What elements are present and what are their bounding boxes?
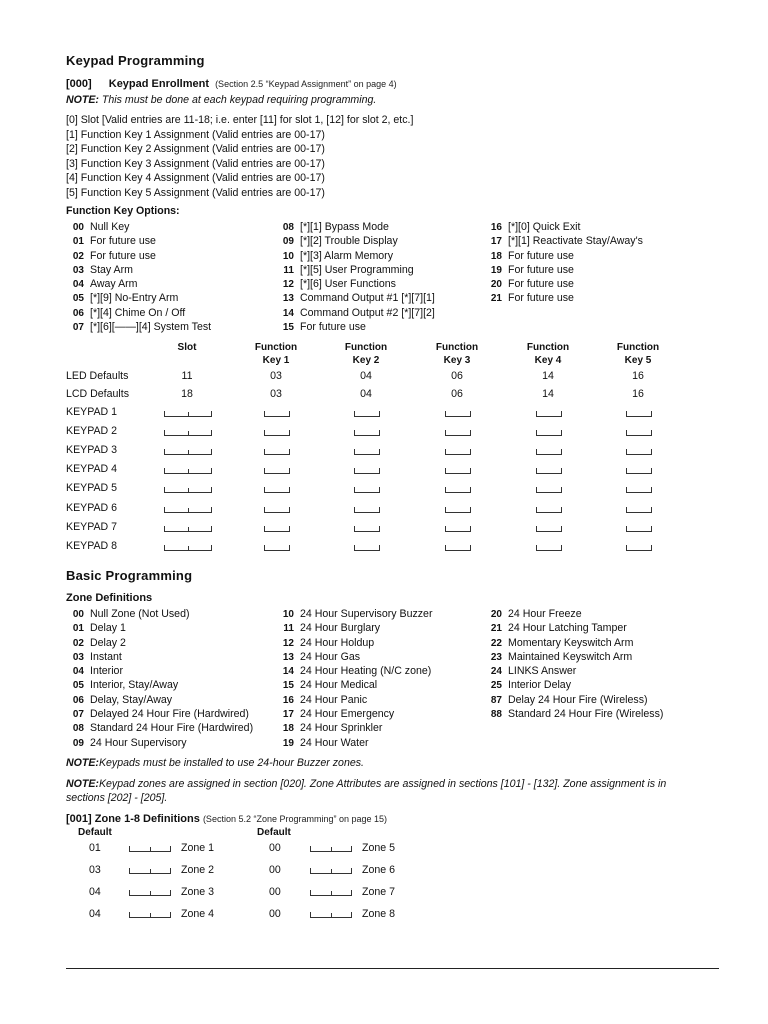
slot-entry-field[interactable] [164,468,212,474]
zone-type-label: 24 Hour Supervisory Buzzer [300,608,433,620]
function-key-3-entry-field[interactable] [445,507,471,513]
function-key-option-code: 06 [72,307,84,319]
zone-type [274,736,432,750]
function-key-option-code: 05 [72,293,84,305]
options-column-2 [274,220,435,334]
function-key-option-label: Null Key [90,221,130,233]
function-key-option-code: 09 [282,236,294,248]
zone-type-code: 19 [282,737,294,749]
slot-entry-field[interactable] [164,411,212,417]
function-key-1-entry-field[interactable] [264,468,290,474]
zone-type-code: 87 [490,694,502,706]
led-defaults-value: 14 [542,370,554,382]
function-key-4-entry-field[interactable] [536,430,562,436]
zone-entry-field[interactable] [129,912,171,918]
function-key-3-entry-field[interactable] [445,526,471,532]
zone-type-code: 03 [72,651,84,663]
function-key-option [482,263,643,277]
zone-type-code: 17 [282,709,294,721]
function-key-option-code: 15 [282,322,294,334]
function-key-option-label: For future use [508,249,574,262]
keypad-enrollment-heading [66,78,397,90]
function-key-option-label: For future use [90,249,156,262]
function-key-2-column-header: Function Key 2 [344,342,388,366]
function-key-5-entry-field[interactable] [626,449,652,455]
function-key-1-entry-field[interactable] [264,487,290,493]
function-key-option [64,320,211,334]
zone-type-code: 01 [72,623,84,635]
function-key-1-entry-field[interactable] [264,507,290,513]
function-key-option-code: 00 [72,222,84,233]
function-key-option [482,220,643,234]
function-key-1-column-header: Function Key 1 [254,342,298,366]
zone-type-label: 24 Hour Medical [300,679,378,692]
zone-type-code: 14 [282,666,294,678]
function-key-4-entry-field[interactable] [536,507,562,513]
zone-type-label: 24 Hour Holdup [300,636,375,649]
zone-type [64,636,253,650]
function-key-option [274,234,435,248]
zone-default-value: 00 [269,864,281,876]
zone-type [274,693,432,707]
function-key-option-label: Stay Arm [90,263,133,276]
zone-type-label: Delay 1 [90,622,126,635]
slot-column-header: Slot [177,342,197,353]
function-key-option-code: 16 [490,222,502,233]
function-key-option-label: [*][1] Bypass Mode [300,221,389,233]
zone-label: Zone 1 [181,842,214,854]
zone-type-label: 24 Hour Freeze [508,608,582,620]
section-code: [000] [66,78,92,90]
zone-type [274,664,432,678]
function-key-2-entry-field[interactable] [354,430,380,436]
function-key-option-label: [*][5] User Programming [300,263,414,276]
zone-default-value: 00 [269,908,281,920]
function-key-2-entry-field[interactable] [354,545,380,551]
zones-column-2 [274,607,432,750]
zone-type [64,621,253,635]
zone-type-code: 88 [490,709,502,721]
function-key-2-entry-field[interactable] [354,411,380,417]
zone-label: Zone 3 [181,886,214,898]
function-key-3-column-header: Function Key 3 [435,342,479,366]
function-key-3-entry-field[interactable] [445,468,471,474]
zone-type-code: 11 [283,623,294,635]
lcd-defaults-value: 14 [542,388,554,400]
zone-default-value: 00 [269,842,281,854]
zone-type-label: Standard 24 Hour Fire (Wireless) [508,708,664,721]
enrollment-line: [3] Function Key 3 Assignment (Valid entries are 00-17) [66,157,325,170]
function-key-1-entry-field[interactable] [264,449,290,455]
zone-type [274,678,432,692]
function-key-5-entry-field[interactable] [626,468,652,474]
default-label-left: Default [78,827,112,838]
keypad-row-label: KEYPAD 2 [66,425,118,438]
slot-entry-field[interactable] [164,487,212,493]
function-key-option-code: 17 [490,236,502,248]
keypad-row-label: KEYPAD 4 [66,463,118,476]
function-key-4-entry-field[interactable] [536,545,562,551]
zone-type-label: 24 Hour Supervisory [90,736,187,749]
function-key-options-heading: Function Key Options: [66,205,180,217]
function-key-option-code: 04 [72,279,84,291]
zone-type-code: 07 [72,709,84,721]
zone-type [64,607,253,621]
zone-type [274,621,432,635]
zone-type [274,650,432,664]
function-key-option-code: 03 [72,264,84,276]
function-key-option-code: 20 [490,279,502,291]
function-key-option-label: [*][6][——][4] System Test [90,321,212,334]
slot-entry-field[interactable] [164,430,212,436]
keypad-programming-heading: Keypad Programming [66,53,205,68]
function-key-option-label: [*][6] User Functions [300,278,396,291]
led-defaults-label: LED Defaults [66,370,129,382]
zone-type-label: 24 Hour Emergency [300,708,395,721]
function-key-option [482,277,643,291]
function-key-option-label: [*][0] Quick Exit [508,221,581,233]
function-key-option-label: [*][9] No-Entry Arm [90,292,179,305]
zone-type [64,664,253,678]
zone-type-label: Standard 24 Hour Fire (Hardwired) [90,722,254,735]
led-defaults-value: 11 [181,370,193,382]
zone-entry-field[interactable] [310,868,352,874]
function-key-1-entry-field[interactable] [264,411,290,417]
zone-type-label: Interior [90,665,123,678]
zone-label: Zone 8 [362,908,395,920]
zone-type [482,693,663,707]
function-key-option-code: 07 [72,322,84,334]
zone-type-code: 24 [490,666,502,678]
zone-type [274,607,432,621]
function-key-option [274,291,435,305]
function-key-option [274,277,435,291]
zones-column-3 [482,607,663,721]
zone-type-label: 24 Hour Burglary [300,622,381,635]
enrollment-lines [66,113,413,201]
zone-default-value: 04 [89,908,101,920]
zone-type [482,621,663,635]
function-key-option-code: 11 [283,264,294,276]
zone-type-code: 00 [72,609,84,620]
function-key-1-entry-field[interactable] [264,430,290,436]
led-defaults-value: 03 [270,370,282,382]
zone-type-code: 18 [282,723,294,735]
zone-type [482,707,663,721]
zone-type [64,678,253,692]
keypad-row-label: KEYPAD 8 [66,539,118,552]
function-key-option [482,291,643,305]
zone-type-code: 25 [490,680,502,692]
function-key-3-entry-field[interactable] [445,449,471,455]
function-key-option [482,234,643,248]
led-defaults-value: 16 [632,370,644,382]
zone-type-code: 09 [72,737,84,749]
zone-type-code: 21 [490,623,502,635]
zone-type-code: 04 [72,666,84,678]
function-key-5-entry-field[interactable] [626,507,652,513]
zone-type-label: 24 Hour Panic [300,693,368,706]
function-key-5-entry-field[interactable] [626,430,652,436]
zone-type-label: 24 Hour Latching Tamper [508,622,627,635]
function-key-2-entry-field[interactable] [354,507,380,513]
enrollment-line: [2] Function Key 2 Assignment (Valid entries are 00-17) [66,143,325,156]
function-key-5-entry-field[interactable] [626,487,652,493]
zone-type-label: Delayed 24 Hour Fire (Hardwired) [90,708,249,721]
keypad-row-label: KEYPAD 5 [66,482,118,495]
zone-type-label: Delay, Stay/Away [90,693,173,706]
function-key-2-entry-field[interactable] [354,449,380,455]
zone-type-label: 24 Hour Heating (N/C zone) [300,665,432,678]
zone-type-code: 16 [282,694,294,706]
function-key-3-entry-field[interactable] [445,487,471,493]
zone-default-value: 01 [89,842,101,854]
zone-definitions-heading: Zone Definitions [66,592,153,604]
function-key-option-code: 18 [490,250,502,262]
lcd-defaults-value: 03 [270,388,282,400]
function-key-4-column-header: Function Key 4 [526,342,570,366]
zone-type [274,721,432,735]
function-key-option-label: For future use [90,235,156,248]
function-key-option-code: 02 [72,250,84,262]
function-key-option [274,263,435,277]
zone-default-value: 03 [89,864,101,876]
function-key-2-entry-field[interactable] [354,468,380,474]
function-key-option-code: 14 [282,307,294,319]
zone-type [482,650,663,664]
zone-type [482,636,663,650]
function-key-option [482,249,643,263]
zone-type-label: Interior Delay [508,679,571,692]
function-key-option [64,291,211,305]
enrollment-line: [5] Function Key 5 Assignment (Valid entries are 00-17) [66,186,325,199]
function-key-1-entry-field[interactable] [264,545,290,551]
section-title: Keypad Enrollment [108,78,209,90]
slot-entry-field[interactable] [164,526,212,532]
function-key-4-entry-field[interactable] [536,526,562,532]
function-key-option-label: Command Output #1 [*][7][1] [300,292,435,305]
function-key-option-code: 01 [72,236,84,248]
zone-type-label: Maintained Keyswitch Arm [508,650,633,663]
zone-entry-field[interactable] [310,912,352,918]
zone-type-label: 24 Hour Sprinkler [300,722,383,735]
zone-type-label: Instant [90,650,122,663]
zone-type-code: 12 [282,637,294,649]
function-key-option-label: Command Output #2 [*][7][2] [300,306,435,319]
keypad-row-label: KEYPAD 7 [66,520,118,533]
function-key-option-code: 12 [282,279,294,291]
led-defaults-value: 06 [451,370,463,382]
keypad-row-label: KEYPAD 3 [66,444,118,457]
zone-type [64,650,253,664]
zone-type-code: 02 [72,637,84,649]
zone-entry-field[interactable] [310,846,352,852]
keypad-row-label: KEYPAD 6 [66,501,118,514]
function-key-option-label: For future use [508,263,574,276]
options-column-3 [482,220,643,306]
zone-type-code: 20 [490,609,502,620]
zone-type [274,636,432,650]
slot-entry-field[interactable] [164,545,212,551]
function-key-4-entry-field[interactable] [536,468,562,474]
zone-type [64,721,253,735]
enrollment-note: NOTE: This must be done at each keypad requiring programming. [66,94,377,106]
zone-type-code: 13 [282,651,294,663]
enrollment-line: [0] Slot [Valid entries are 11-18; i.e. enter [11] for slot 1, [12] for slot 2, etc.] [66,114,414,126]
led-defaults-value: 04 [360,370,372,382]
section-reference: (Section 2.5 “Keypad Assignment” on page 4) [215,79,397,89]
enrollment-line: [1] Function Key 1 Assignment (Valid entries are 00-17) [66,128,325,141]
function-key-option [274,249,435,263]
function-key-option [64,220,211,234]
function-key-option-code: 21 [490,293,502,305]
function-key-option [64,306,211,320]
function-key-5-entry-field[interactable] [626,526,652,532]
zone-entry-field[interactable] [310,890,352,896]
function-key-5-column-header: Function Key 5 [616,342,660,366]
zone-type [482,607,663,621]
zone-type [274,707,432,721]
zone-type-code: 08 [72,723,84,735]
zone-assignment-note: NOTE:Keypad zones are assigned in section [020]. Zone Attributes are assigned in sections [101] - [132]. Zone assignment is in sections [202] - [205]. [66,778,667,804]
function-key-option [274,220,435,234]
function-key-3-entry-field[interactable] [445,411,471,417]
function-key-option-code: 08 [282,222,294,233]
options-column-1 [64,220,211,334]
zone-default-value: 04 [89,886,101,898]
zone-entry-field[interactable] [129,846,171,852]
function-key-3-entry-field[interactable] [445,545,471,551]
function-key-option [64,249,211,263]
default-label-right: Default [257,827,291,838]
function-key-2-entry-field[interactable] [354,526,380,532]
function-key-option-label: [*][1] Reactivate Stay/Away's [508,235,643,248]
function-key-option-label: [*][2] Trouble Display [300,235,398,248]
footer-rule [66,968,719,969]
zone-type-label: Interior, Stay/Away [90,679,179,692]
zone-type [64,736,253,750]
zone-label: Zone 6 [362,864,395,876]
zone-type-label: LINKS Answer [508,665,577,678]
zone-type [482,664,663,678]
function-key-4-entry-field[interactable] [536,411,562,417]
lcd-defaults-value: 16 [632,388,644,400]
function-key-option-label: [*][3] Alarm Memory [300,249,394,262]
function-key-4-entry-field[interactable] [536,487,562,493]
function-key-option [274,320,435,334]
zone-type [482,678,663,692]
slot-entry-field[interactable] [164,507,212,513]
slot-entry-field[interactable] [164,449,212,455]
function-key-option-code: 13 [282,293,294,305]
function-key-2-entry-field[interactable] [354,487,380,493]
zone-default-value: 00 [269,886,281,898]
zone-1-8-heading: [001] Zone 1-8 Definitions (Section 5.2 “Zone Programming” on page 15) [66,813,388,825]
function-key-option-label: [*][4] Chime On / Off [90,306,186,319]
zone-type-label: 24 Hour Gas [300,650,361,663]
lcd-defaults-value: 04 [360,388,372,400]
function-key-5-entry-field[interactable] [626,411,652,417]
basic-programming-heading: Basic Programming [66,568,193,583]
buzzer-note: NOTE:Keypads must be installed to use 24-hour Buzzer zones. [66,757,364,769]
function-key-option [274,306,435,320]
zone-type [64,693,253,707]
function-key-option-label: For future use [300,321,366,334]
zones-column-1 [64,607,253,750]
zone-label: Zone 5 [362,842,395,854]
zone-type-code: 05 [72,680,84,692]
lcd-defaults-label: LCD Defaults [66,388,129,400]
zone-type-code: 23 [490,651,502,663]
zone-entry-field[interactable] [129,890,171,896]
zone-type-label: Momentary Keyswitch Arm [508,636,634,649]
function-key-option [64,234,211,248]
function-key-3-entry-field[interactable] [445,430,471,436]
zone-type-code: 10 [282,609,294,620]
function-key-option-label: For future use [508,292,574,305]
zone-type-label: Delay 24 Hour Fire (Wireless) [508,693,648,706]
function-key-option-label: Away Arm [90,278,138,291]
zone-type-label: Null Zone (Not Used) [90,608,190,620]
zone-type-code: 22 [490,637,502,649]
zone-label: Zone 2 [181,864,214,876]
zone-type-label: 24 Hour Water [300,736,369,749]
function-key-option-code: 10 [282,250,294,262]
enrollment-line: [4] Function Key 4 Assignment (Valid entries are 00-17) [66,172,325,185]
function-key-option-label: For future use [508,278,574,291]
lcd-defaults-value: 06 [451,388,463,400]
function-key-5-entry-field[interactable] [626,545,652,551]
function-key-option-code: 19 [490,264,502,276]
zone-type-code: 06 [72,694,84,706]
zone-entry-field[interactable] [129,868,171,874]
zone-label: Zone 4 [181,908,214,920]
zone-label: Zone 7 [362,886,395,898]
function-key-1-entry-field[interactable] [264,526,290,532]
function-key-option [64,263,211,277]
zone-type [64,707,253,721]
zone-type-label: Delay 2 [90,636,126,649]
function-key-option [64,277,211,291]
keypad-row-label: KEYPAD 1 [66,406,118,418]
function-key-4-entry-field[interactable] [536,449,562,455]
lcd-defaults-value: 18 [181,388,193,400]
zone-type-code: 15 [282,680,294,692]
